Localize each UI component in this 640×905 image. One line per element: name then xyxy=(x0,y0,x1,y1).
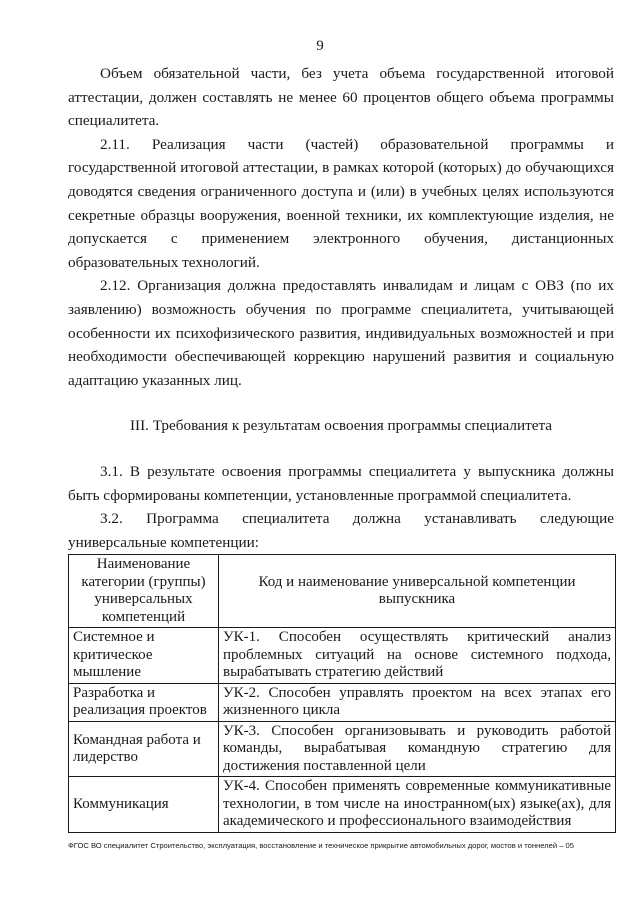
table-cell-category: Командная работа и лидерство xyxy=(69,721,219,777)
table-cell-description: УК-2. Способен управлять проектом на всех этапах его жизненного цикла xyxy=(219,683,616,721)
paragraph-3-2: 3.2. Программа специалитета должна устанавливать следующие универсальные компетенции: xyxy=(68,510,614,551)
table-row xyxy=(69,721,616,777)
table-cell-description: УК-1. Способен осуществлять критический анализ проблемных ситуаций на основе системного подхода, вырабатывать стратегию действий xyxy=(219,628,616,684)
table-cell-category: Коммуникация xyxy=(69,777,219,833)
table-header-category: Наименование категории (группы) универсальных компетенций xyxy=(69,555,219,628)
paragraph-2-11: 2.11. Реализация части (частей) образовательной программы и государственной итоговой аттестации, в рамках которой (которых) до обучающихся доводятся сведения ограниченного доступа и (или) в учебных целях используются секретные образцы вооружения, военной техники, их комплектующие изделия, не допускается с применением электронного обучения, дистанционных образовательных технологий. xyxy=(68,135,614,271)
page-number: 9 xyxy=(316,38,324,54)
table-cell-category: Системное и критическое мышление xyxy=(69,628,219,684)
table-cell-category: Разработка и реализация проектов xyxy=(69,683,219,721)
document-body xyxy=(68,62,614,833)
page-footer: ФГОС ВО специалитет Строительство, эксплуатация, восстановление и техническое прикрытие автомобильных дорог, мостов и тоннелей – 05 xyxy=(68,841,575,850)
table-row xyxy=(69,777,616,833)
table-header-row xyxy=(69,555,616,628)
competencies-table xyxy=(68,554,616,833)
table-row xyxy=(69,628,616,684)
paragraph-2-12: 2.12. Организация должна предоставлять инвалидам и лицам с ОВЗ (по их заявлению) возможность обучения по программе специалитета, учитывающей особенности их психофизического развития, индивидуальных возможностей и при необходимости обеспечивающей коррекцию нарушений развития и социальную адаптацию указанных лиц. xyxy=(68,277,614,389)
paragraph-mandatory-part: Объем обязательной части, без учета объема государственной итоговой аттестации, должен составлять не менее 60 процентов общего объема программы специалитета. xyxy=(68,65,614,130)
table-cell-description: УК-3. Способен организовывать и руководить работой команды, вырабатывая командную стратегию для достижения поставленной цели xyxy=(219,721,616,777)
table-row xyxy=(69,683,616,721)
section-title: III. Требования к результатам освоения программы специалитета xyxy=(129,417,553,435)
paragraph-3-1: 3.1. В результате освоения программы специалитета у выпускника должны быть сформированы компетенции, установленные программой специалитета. xyxy=(68,462,614,504)
table-header-code: Код и наименование универсальной компетенции выпускника xyxy=(219,555,616,628)
table-cell-description: УК-4. Способен применять современные коммуникативные технологии, в том числе на иностранном(ых) языке(ах), для академического и профессионального взаимодействия xyxy=(219,777,616,833)
